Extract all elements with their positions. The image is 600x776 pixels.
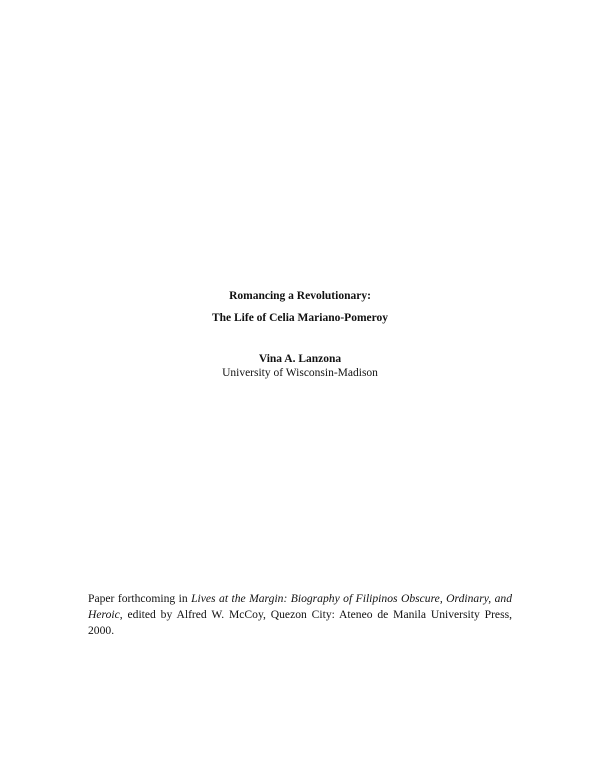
publication-note	[88, 591, 512, 639]
author-name: Vina A. Lanzona	[258, 353, 342, 365]
publication-note-prefix: Paper forthcoming in	[88, 592, 192, 605]
author-block	[0, 352, 600, 380]
book-title: Lives at the Margin: Biography of Filipinos Obscure, Ordinary, and Heroic	[88, 592, 512, 621]
publication-note-suffix: , edited by Alfred W. McCoy, Quezon City: Ateneo de Manila University Press, 2000.	[88, 608, 512, 637]
title-line-2: The Life of Celia Mariano-Pomeroy	[211, 312, 389, 324]
title-line-1: Romancing a Revolutionary:	[229, 290, 371, 302]
title-block	[0, 290, 600, 325]
author-affiliation: University of Wisconsin-Madison	[222, 367, 378, 379]
